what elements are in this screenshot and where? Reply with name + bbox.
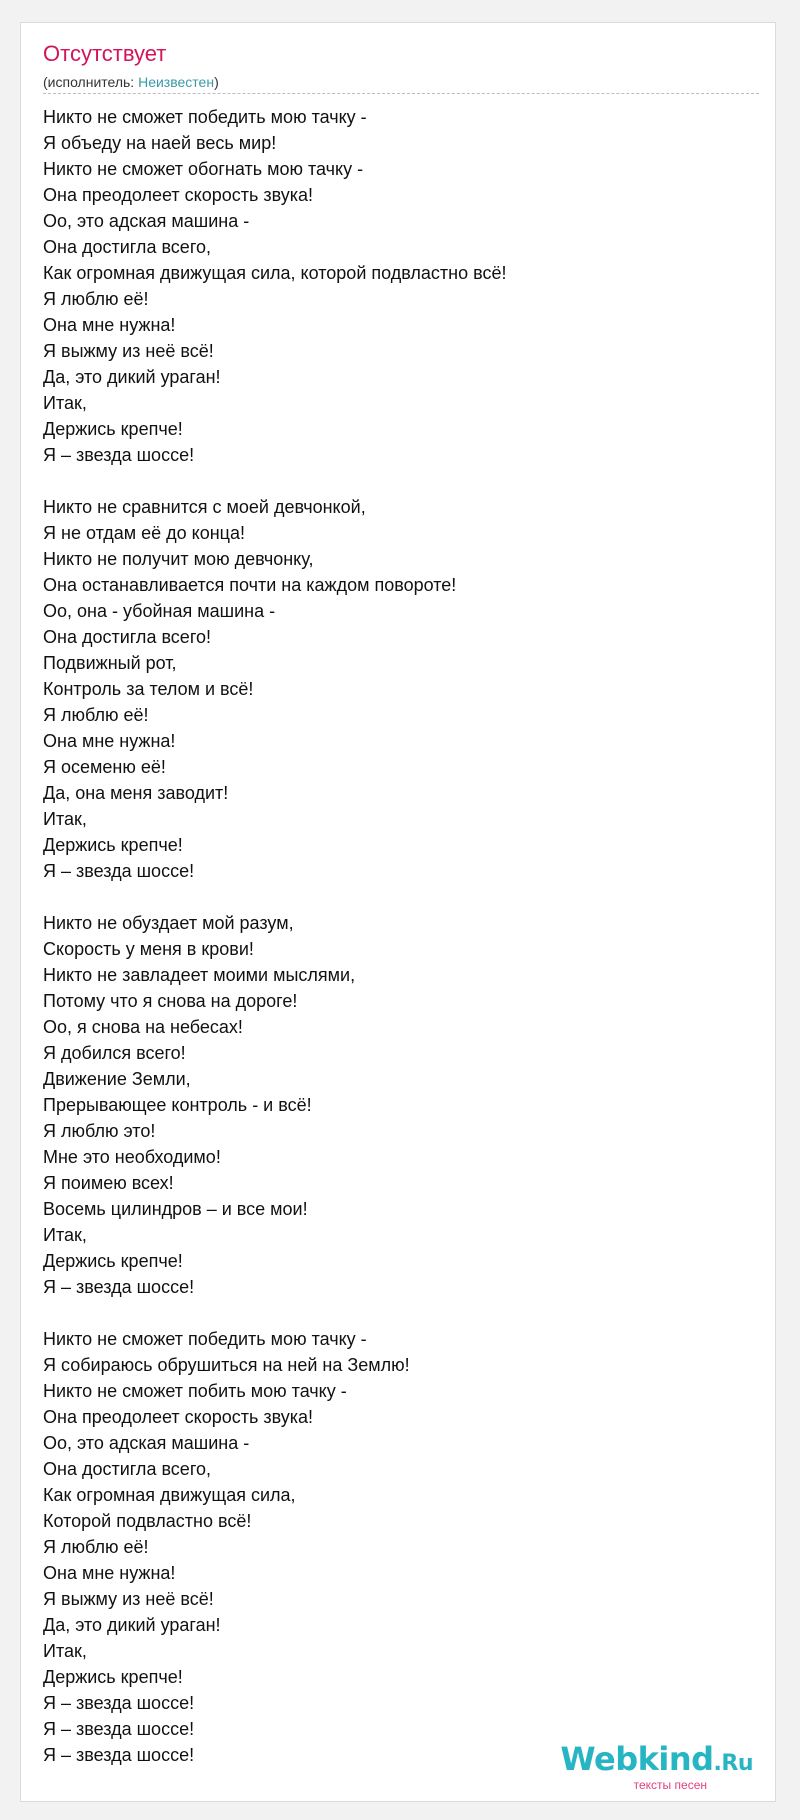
lyrics-stanza: [43, 494, 759, 884]
logo-tld: .Ru: [713, 1751, 753, 1776]
lyric-line: Итак,: [43, 1641, 87, 1661]
lyric-line: Я выжму из неё всё!: [43, 1589, 214, 1609]
lyric-line: Подвижный рот,: [43, 653, 177, 673]
lyric-line: Она достигла всего!: [43, 627, 212, 647]
lyric-line: Никто не получит мою девчонку,: [43, 549, 314, 569]
lyric-line: Я люблю её!: [43, 289, 149, 309]
lyric-line: Итак,: [43, 393, 87, 413]
lyric-line: Я – звезда шоссе!: [43, 861, 195, 881]
lyric-line: Потому что я снова на дороге!: [43, 991, 298, 1011]
logo-name: Webkind: [560, 1740, 714, 1778]
lyric-line: Я добился всего!: [43, 1043, 186, 1063]
lyric-line: Движение Земли,: [43, 1069, 191, 1089]
lyric-line: Я объеду на наей весь мир!: [43, 133, 277, 153]
lyric-line: Я собираюсь обрушиться на ней на Землю!: [43, 1355, 410, 1375]
lyric-line: Оо, она - убойная машина -: [43, 601, 276, 621]
lyric-line: Я – звезда шоссе!: [43, 445, 195, 465]
lyrics-stanza: [43, 910, 759, 1300]
lyric-line: Держись крепче!: [43, 1667, 183, 1687]
lyric-line: Я не отдам её до конца!: [43, 523, 245, 543]
artist-link[interactable]: Неизвестен: [138, 74, 215, 90]
lyric-line: Никто не сможет обогнать мою тачку -: [43, 159, 364, 179]
lyric-line: Я выжму из неё всё!: [43, 341, 214, 361]
lyric-line: Оо, я снова на небесах!: [43, 1017, 243, 1037]
lyric-line: Как огромная движущая сила, которой подвластно всё!: [43, 263, 507, 283]
lyric-line: Я – звезда шоссе!: [43, 1719, 195, 1739]
lyric-line: Да, это дикий ураган!: [43, 367, 221, 387]
lyric-line: Никто не сможет победить мою тачку -: [43, 107, 367, 127]
lyric-line: Я – звезда шоссе!: [43, 1693, 195, 1713]
lyric-line: Она преодолеет скорость звука!: [43, 185, 314, 205]
lyric-line: Никто не сможет побить мою тачку -: [43, 1381, 347, 1401]
lyric-line: Контроль за телом и всё!: [43, 679, 254, 699]
lyric-line: Оо, это адская машина -: [43, 211, 250, 231]
lyric-line: Оо, это адская машина -: [43, 1433, 250, 1453]
lyric-line: Она достигла всего,: [43, 237, 212, 257]
dashed-divider: [43, 93, 759, 94]
lyric-line: Я люблю это!: [43, 1121, 156, 1141]
lyric-line: Я люблю её!: [43, 1537, 149, 1557]
lyrics-stanza: [43, 1326, 759, 1768]
lyrics-page: [20, 22, 776, 1802]
artist-prefix: (исполнитель:: [43, 74, 139, 90]
lyric-line: Она достигла всего,: [43, 1459, 212, 1479]
lyric-line: Держись крепче!: [43, 1251, 183, 1271]
lyric-line: Которой подвластно всё!: [43, 1511, 252, 1531]
lyric-line: Она останавливается почти на каждом повороте!: [43, 575, 457, 595]
lyric-line: Она мне нужна!: [43, 731, 176, 751]
lyric-line: Я – звезда шоссе!: [43, 1745, 195, 1765]
lyric-line: Как огромная движущая сила,: [43, 1485, 296, 1505]
site-logo[interactable]: [560, 1742, 753, 1791]
song-title: Отсутствует: [43, 41, 167, 66]
lyric-line: Она мне нужна!: [43, 315, 176, 335]
logo-tagline: тексты песен: [633, 1778, 707, 1792]
lyric-line: Она преодолеет скорость звука!: [43, 1407, 314, 1427]
lyrics-stanza: [43, 104, 759, 468]
lyric-line: Мне это необходимо!: [43, 1147, 221, 1167]
lyric-line: Она мне нужна!: [43, 1563, 176, 1583]
lyric-line: Держись крепче!: [43, 419, 183, 439]
lyric-line: Никто не обуздает мой разум,: [43, 913, 294, 933]
lyric-line: Я поимею всех!: [43, 1173, 174, 1193]
lyric-line: Скорость у меня в крови!: [43, 939, 254, 959]
lyric-line: Я люблю её!: [43, 705, 149, 725]
lyric-line: Никто не сможет победить мою тачку -: [43, 1329, 367, 1349]
lyric-line: Восемь цилиндров – и все мои!: [43, 1199, 308, 1219]
lyric-line: Я – звезда шоссе!: [43, 1277, 195, 1297]
lyric-line: Прерывающее контроль - и всё!: [43, 1095, 312, 1115]
lyric-line: Итак,: [43, 1225, 87, 1245]
lyric-line: Итак,: [43, 809, 87, 829]
lyric-line: Да, она меня заводит!: [43, 783, 229, 803]
lyric-line: Никто не сравнится с моей девчонкой,: [43, 497, 366, 517]
artist-line: [43, 73, 219, 91]
lyric-line: Я осеменю её!: [43, 757, 166, 777]
lyric-line: Держись крепче!: [43, 835, 183, 855]
artist-suffix: ): [214, 74, 219, 90]
lyric-line: Да, это дикий ураган!: [43, 1615, 221, 1635]
lyric-line: Никто не завладеет моими мыслями,: [43, 965, 356, 985]
lyrics-body: [43, 104, 759, 1768]
